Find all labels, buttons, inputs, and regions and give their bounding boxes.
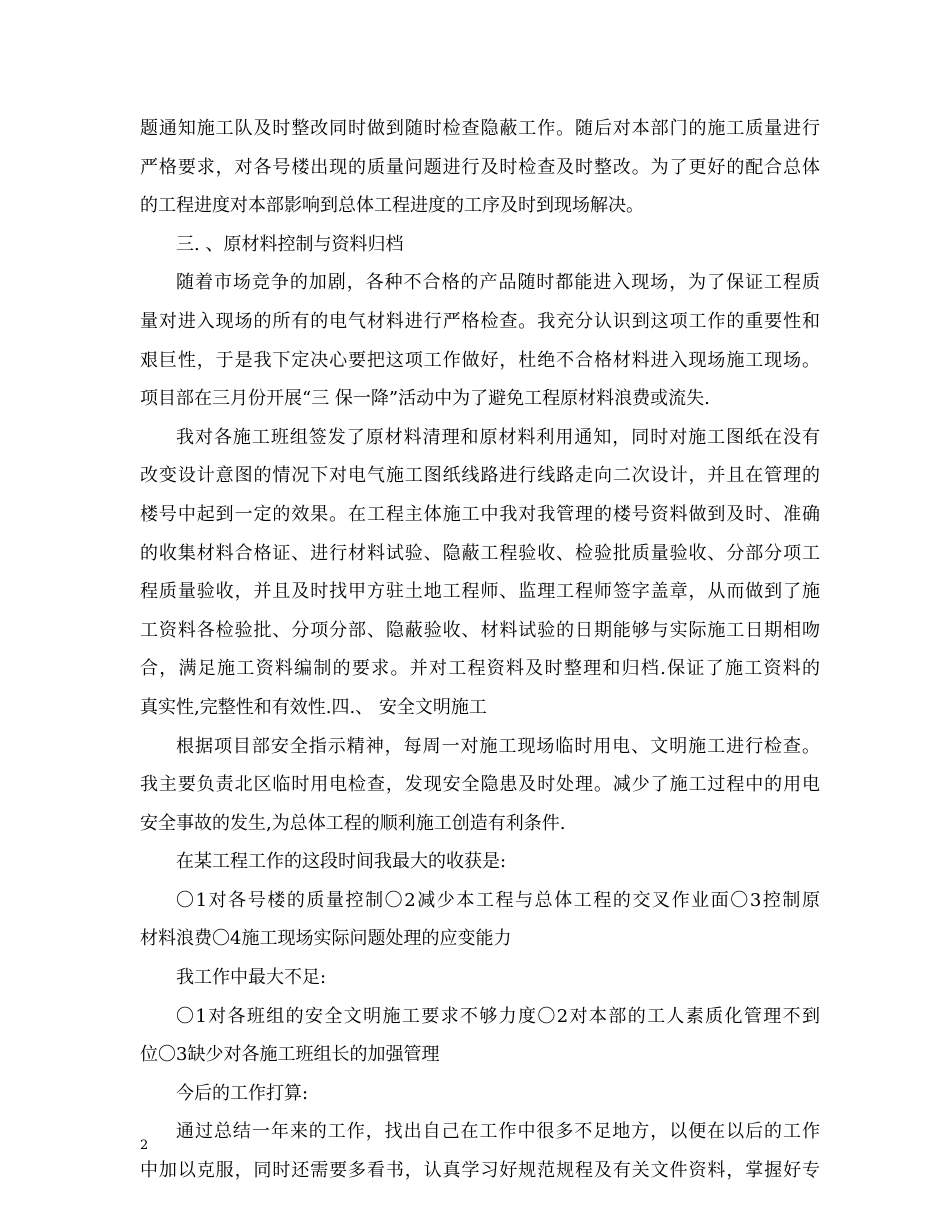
text-line: 通过总结一年来的工作，找出自己在工作中很多不足地方，以便在以后的工作	[176, 1121, 820, 1143]
text-line: 位〇3缺少对各施工班组长的加强管理	[140, 1044, 440, 1066]
text-line: 真实性,完整性和有效性.四.、 安全文明施工	[140, 696, 487, 718]
text-line: 我对各施工班组签发了原材料清理和原材料利用通知，同时对施工图纸在没有	[176, 426, 820, 448]
text-line: 安全事故的发生,为总体工程的顺利施工创造有利条件.	[140, 812, 566, 834]
text-line: 的工程进度对本部影响到总体工程进度的工序及时到现场解决。	[140, 195, 644, 217]
text-line: 随着市场竞争的加剧，各种不合格的产品随时都能进入现场，为了保证工程质	[176, 272, 820, 294]
text-line: 工资料各检验批、分项分部、隐蔽验收、材料试验的日期能够与实际施工日期相吻	[140, 619, 820, 641]
text-line: 〇1对各号楼的质量控制〇2减少本工程与总体工程的交叉作业面〇3控制原	[176, 889, 820, 911]
text-line: 根据项目部安全指示精神，每周一对施工现场临时用电、文明施工进行检查。	[176, 735, 820, 757]
text-line: 改变设计意图的情况下对电气施工图纸线路进行线路走向二次设计，并且在管理的	[140, 465, 820, 487]
text-line: 量对进入现场的所有的电气材料进行严格检查。我充分认识到这项工作的重要性和	[140, 310, 820, 332]
text-line: 材料浪费〇4施工现场实际问题处理的应变能力	[140, 928, 512, 950]
text-line: 合，满足施工资料编制的要求。并对工程资料及时整理和归档.保证了施工资料的	[140, 658, 820, 680]
text-line: 三. 、原材料控制与资料归档	[176, 233, 404, 255]
text-line: 项目部在三月份开展“三 保一降”活动中为了避免工程原材料浪费或流失.	[140, 388, 710, 410]
text-line: 的收集材料合格证、进行材料试验、隐蔽工程验收、检验批质量验收、分部分项工	[140, 542, 820, 564]
text-line: 严格要求，对各号楼出现的质量问题进行及时检查及时整改。为了更好的配合总体	[140, 156, 820, 178]
text-line: 中加以克服，同时还需要多看书，认真学习好规范规程及有关文件资料，掌握好专	[140, 1160, 820, 1182]
text-line: 我工作中最大不足:	[176, 967, 327, 989]
text-line: 程质量验收，并且及时找甲方驻土地工程师、监理工程师签字盖章，从而做到了施	[140, 581, 820, 603]
text-line: 在某工程工作的这段时间我最大的收获是:	[176, 851, 507, 873]
body-text	[140, 110, 820, 1191]
text-line: 楼号中起到一定的效果。在工程主体施工中我对我管理的楼号资料做到及时、准确	[140, 503, 820, 525]
text-line: 题通知施工队及时整改同时做到随时检查隐蔽工作。随后对本部门的施工质量进行	[140, 118, 820, 139]
text-line: 艰巨性，于是我下定决心要把这项工作做好，杜绝不合格材料进入现场施工现场。	[140, 349, 820, 371]
text-line: 我主要负责北区临时用电检查，发现安全隐患及时处理。减少了施工过程中的用电	[140, 774, 820, 796]
page-number: 2	[140, 1138, 149, 1153]
text-line: 今后的工作打算:	[176, 1082, 309, 1104]
text-line: 〇1对各班组的安全文明施工要求不够力度〇2对本部的工人素质化管理不到	[176, 1005, 820, 1027]
